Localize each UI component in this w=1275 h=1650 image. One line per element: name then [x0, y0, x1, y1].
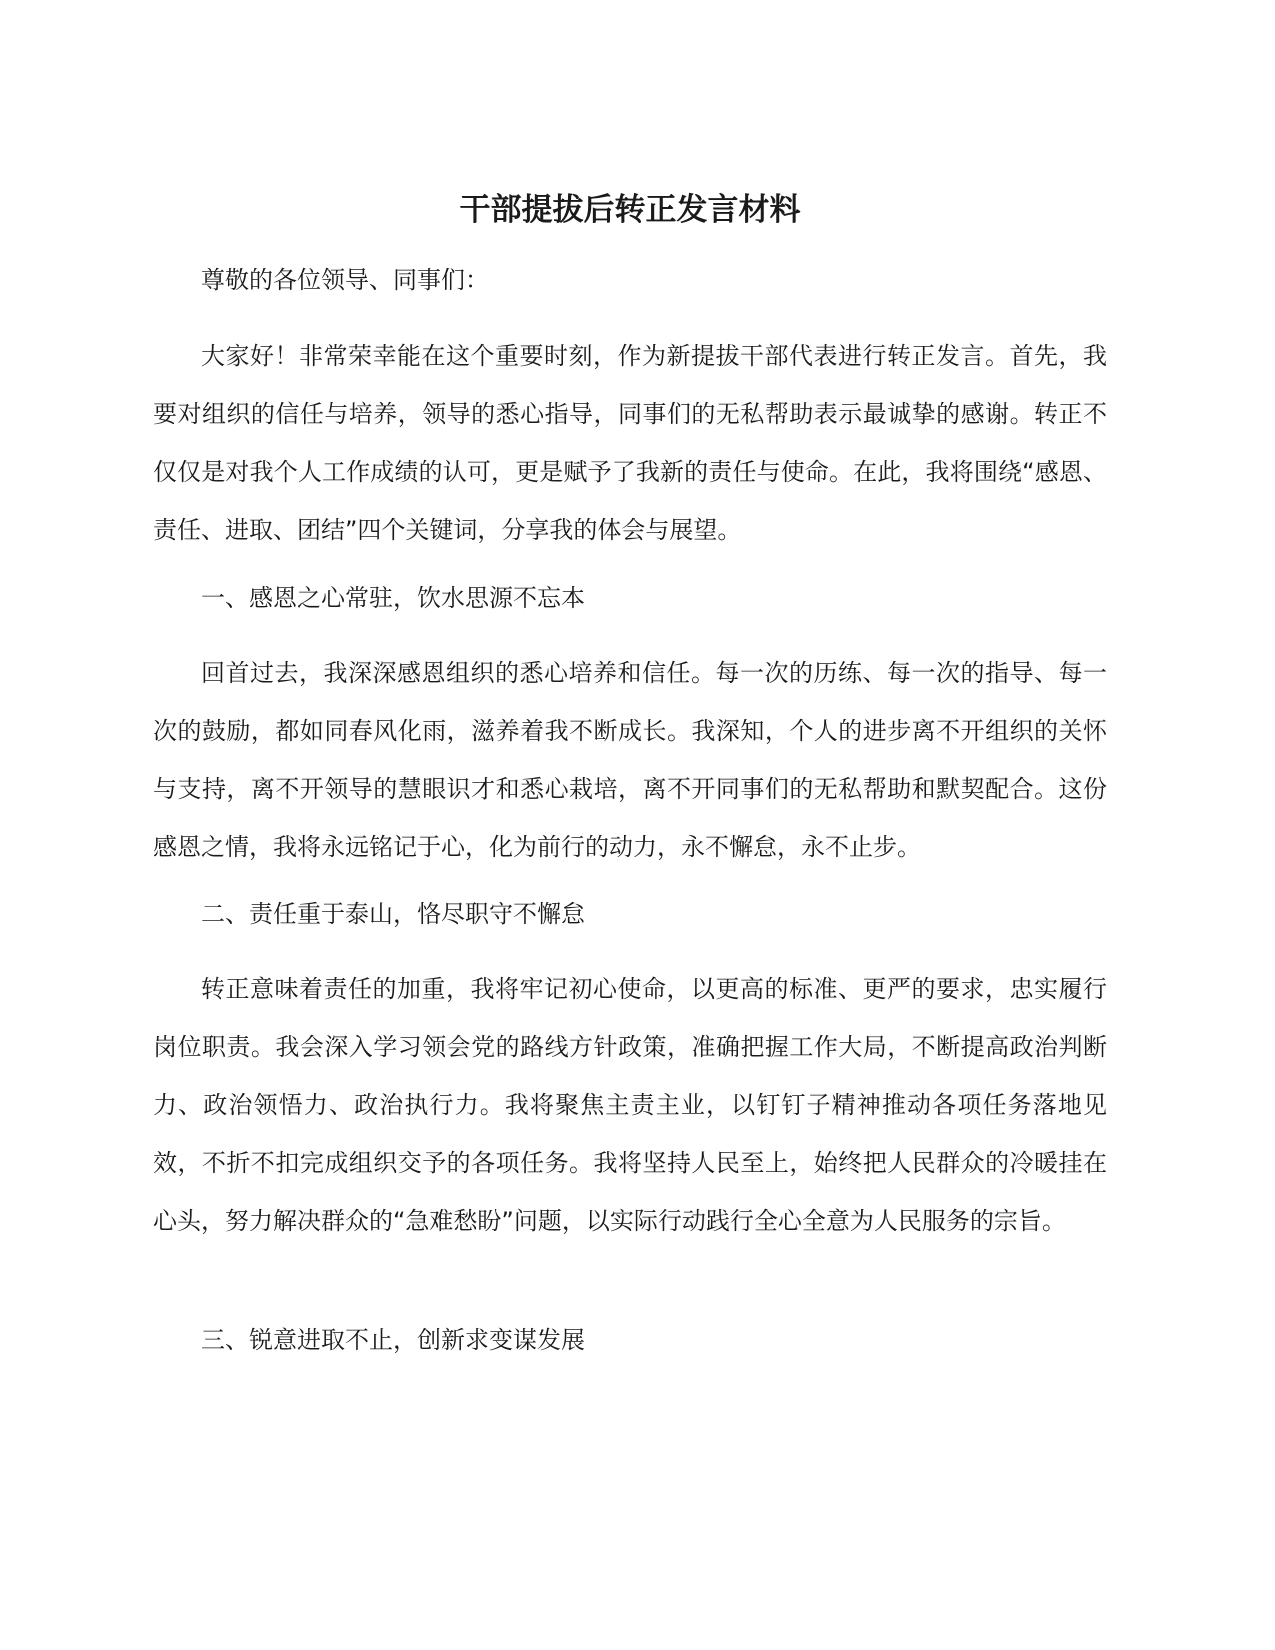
section-1-body: 回首过去，我深深感恩组织的悉心培养和信任。每一次的历练、每一次的指导、每一次的鼓励，都如同春风化雨，滋养着我不断成长。我深知，个人的进步离不开组织的关怀与支持，离不开领导的慧眼识才和悉心栽培，离不开同事们的无私帮助和默契配合。这份感恩之情，我将永远铭记于心，化为前行的动力，永不懈怠，永不止步。 [153, 659, 1107, 861]
document-page [153, 0, 1107, 1650]
document-title: 干部提拔后转正发言材料 [459, 192, 801, 228]
intro-paragraph: 大家好！非常荣幸能在这个重要时刻，作为新提拔干部代表进行转正发言。首先，我要对组织的信任与培养，领导的悉心指导，同事们的无私帮助表示最诚挚的感谢。转正不仅仅是对我个人工作成绩的认可，更是赋予了我新的责任与使命。在此，我将围绕“感恩、责任、进取、团结”四个关键词，分享我的体会与展望。 [153, 342, 1107, 544]
section-1-heading: 一、感恩之心常驻，饮水思源不忘本 [201, 584, 585, 612]
section-2-body: 转正意味着责任的加重，我将牢记初心使命，以更高的标准、更严的要求，忠实履行岗位职责。我会深入学习领会党的路线方针政策，准确把握工作大局，不断提高政治判断力、政治领悟力、政治执行力。我将聚焦主责主业，以钉钉子精神推动各项任务落地见效，不折不扣完成组织交予的各项任务。我将坚持人民至上，始终把人民群众的冷暖挂在心头，努力解决群众的“急难愁盼”问题，以实际行动践行全心全意为人民服务的宗旨。 [153, 975, 1107, 1235]
salutation: 尊敬的各位领导、同事们： [201, 266, 489, 294]
section-3-heading: 三、锐意进取不止，创新求变谋发展 [201, 1326, 585, 1354]
section-2-heading: 二、责任重于泰山，恪尽职守不懈怠 [201, 900, 585, 928]
